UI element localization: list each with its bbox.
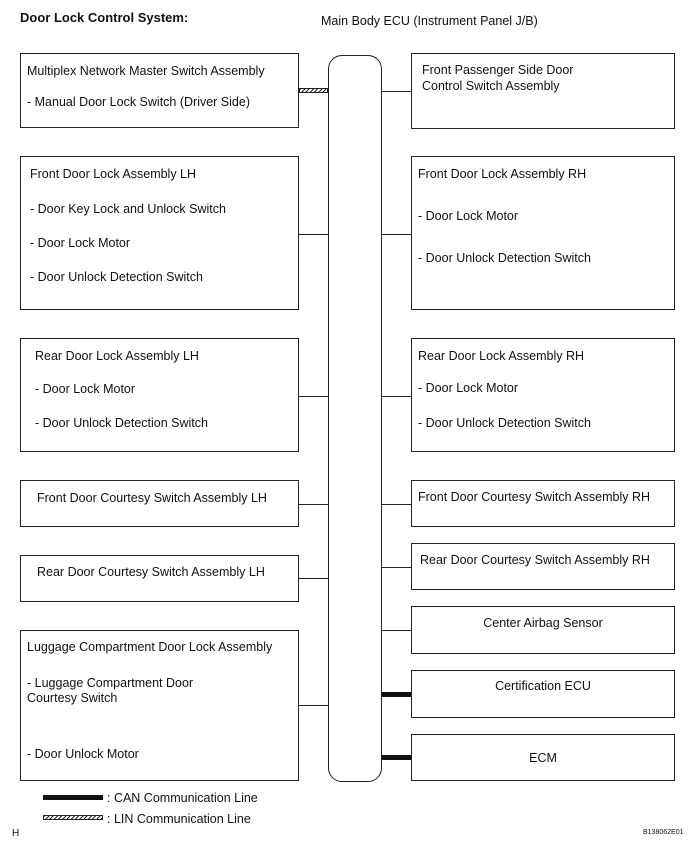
connection-rear-courtesy-lh: [299, 578, 328, 579]
connection-front-lh: [299, 234, 328, 235]
box-ecm: [411, 734, 675, 781]
bus-label: Main Body ECU (Instrument Panel J/B): [321, 14, 538, 28]
figure-code: B138062E01: [643, 829, 684, 836]
can-connection-ecm: [382, 755, 411, 760]
main-body-ecu-bus: [328, 55, 382, 782]
box-item: - Door Unlock Detection Switch: [35, 416, 208, 430]
connection-rear-lh: [299, 396, 328, 397]
legend-can-line-sample: [43, 795, 103, 800]
box-front-passenger-door-control-switch: [411, 53, 675, 129]
box-center-airbag-sensor: [411, 606, 675, 654]
connection-front-rh: [382, 234, 411, 235]
box-title: ECM: [529, 751, 557, 765]
box-item: - Luggage Compartment Door: [27, 676, 194, 690]
box-certification-ecu: [411, 670, 675, 718]
box-item: - Door Lock Motor: [35, 382, 136, 396]
box-title: Front Door Lock Assembly RH: [418, 167, 587, 181]
box-item: - Manual Door Lock Switch (Driver Side): [27, 95, 250, 109]
lin-connection-multiplex: [299, 88, 328, 93]
box-front-door-courtesy-rh: [411, 480, 675, 527]
connection-front-courtesy-lh: [299, 504, 328, 505]
box-item: - Door Lock Motor: [30, 236, 131, 250]
box-rear-door-lock-rh: [411, 338, 675, 452]
connection-luggage: [299, 705, 328, 706]
box-title: Front Door Courtesy Switch Assembly RH: [418, 490, 651, 504]
box-item: - Door Unlock Detection Switch: [418, 416, 591, 430]
box-multiplex-network-master-switch: [20, 53, 299, 128]
box-item: - Door Key Lock and Unlock Switch: [30, 202, 226, 216]
box-item: - Door Unlock Detection Switch: [418, 251, 591, 265]
box-title: Rear Door Courtesy Switch Assembly LH: [37, 565, 265, 579]
footer-mark: H: [12, 828, 20, 839]
diagram-title: Door Lock Control System:: [20, 10, 189, 25]
box-rear-door-lock-lh: [20, 338, 299, 452]
box-title: Front Door Lock Assembly LH: [30, 167, 197, 181]
box-title: Front Door Courtesy Switch Assembly LH: [37, 491, 267, 505]
box-title-line: Control Switch Assembly: [422, 79, 560, 93]
connection-front-courtesy-rh: [382, 504, 411, 505]
box-front-door-lock-rh: [411, 156, 675, 310]
connection-rear-rh: [382, 396, 411, 397]
connection-passenger: [382, 91, 411, 92]
box-item: - Door Lock Motor: [418, 381, 519, 395]
box-item: Courtesy Switch: [27, 691, 118, 705]
box-front-door-courtesy-lh: [20, 480, 299, 527]
box-front-door-lock-lh: [20, 156, 299, 310]
box-title: Rear Door Lock Assembly RH: [418, 349, 585, 363]
legend-can-label: : CAN Communication Line: [107, 791, 258, 805]
box-title: Luggage Compartment Door Lock Assembly: [27, 640, 273, 654]
can-connection-certification: [382, 692, 411, 697]
connection-rear-courtesy-rh: [382, 567, 411, 568]
box-title: Certification ECU: [495, 679, 591, 693]
box-rear-door-courtesy-lh: [20, 555, 299, 602]
box-title-line: Front Passenger Side Door: [422, 63, 574, 77]
legend-lin-line-sample: [43, 815, 103, 820]
box-item: - Door Lock Motor: [418, 209, 519, 223]
box-title: Rear Door Lock Assembly LH: [35, 349, 199, 363]
box-rear-door-courtesy-rh: [411, 543, 675, 590]
box-item: - Door Unlock Motor: [27, 747, 139, 761]
box-luggage-compartment-door-lock: [20, 630, 299, 781]
connection-airbag: [382, 630, 411, 631]
legend-lin-label: : LIN Communication Line: [107, 812, 251, 826]
box-item: - Door Unlock Detection Switch: [30, 270, 203, 284]
box-title: Multiplex Network Master Switch Assembly: [27, 64, 265, 78]
box-title: Center Airbag Sensor: [483, 616, 603, 630]
box-title: Rear Door Courtesy Switch Assembly RH: [420, 553, 650, 567]
